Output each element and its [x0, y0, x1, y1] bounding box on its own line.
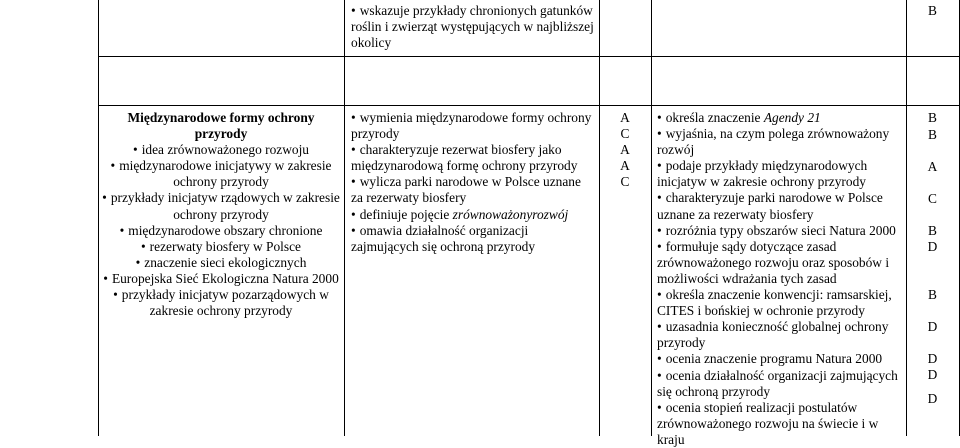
- grade-letter: D: [927, 367, 938, 382]
- list-item: • wylicza parki narodowe w Polsce uznane za rezerwaty biosfery: [351, 174, 596, 206]
- table-border-left: [98, 0, 99, 436]
- list-item: • międzynarodowe obszary chronione: [100, 223, 342, 239]
- column-divider-2: [599, 0, 600, 436]
- list-item: • ocenia stopień realizacji postulatów zrównoważonego rozwoju na świecie i w kraju: [657, 400, 904, 448]
- list-item: • charakteryzuje parki narodowe w Polsce uznane za rezerwaty biosfery: [657, 190, 904, 222]
- list-item: • przykłady inicjatyw pozarządowych w zakresie ochrony przyrody: [100, 287, 342, 319]
- list-item: • charakteryzuje rezerwat biosfery jako międzynarodową formę ochrony przyrody: [351, 142, 596, 174]
- list-item: • omawia działalność organizacji zajmujących się ochroną przyrody: [351, 223, 596, 255]
- grade-letter: A: [620, 110, 630, 125]
- topic-column: [100, 110, 342, 319]
- list-item: • rozróżnia typy obszarów sieci Natura 2000: [657, 223, 904, 239]
- grade-letter: B: [928, 287, 937, 302]
- row-divider-main: [98, 105, 959, 106]
- list-item: [351, 3, 596, 51]
- grade-letter: A: [927, 159, 938, 174]
- skill-text: wskazuje przykłady chronionych gatunków roślin i zwierząt występujących w najbliższej okolicy: [351, 3, 594, 51]
- grade-letter: A: [620, 142, 630, 158]
- list-item: • międzynarodowe inicjatywy w zakresie ochrony przyrody: [100, 158, 342, 190]
- list-item: • wyjaśnia, na czym polega zrównoważony rozwój: [657, 126, 904, 158]
- grade-letter: D: [927, 239, 938, 254]
- grade-letter: A: [620, 158, 630, 174]
- grade-letter: C: [620, 174, 630, 190]
- grade-letter: B: [928, 223, 937, 238]
- grade-letter: C: [620, 126, 630, 142]
- list-item: • Europejska Sieć Ekologiczna Natura 2000: [100, 271, 342, 287]
- grade-letter: C: [928, 191, 937, 206]
- list-item: • znaczenie sieci ekologicznych: [100, 255, 342, 271]
- basic-requirements-column: [351, 110, 596, 255]
- basic-grades-column: [599, 110, 651, 190]
- grade-letter: D: [927, 391, 938, 406]
- extended-requirements-column: [657, 110, 904, 448]
- list-item: • definiuje pojęcie zrównoważonyrozwój: [351, 207, 596, 223]
- column-divider-3: [651, 0, 652, 436]
- list-item: • podaje przykłady międzynarodowych inicjatyw w zakresie ochrony przyrody: [657, 158, 904, 190]
- list-item: • wymienia międzynarodowe formy ochrony przyrody: [351, 110, 596, 142]
- grade-letter: D: [927, 319, 938, 334]
- grade-letter: B: [928, 3, 937, 18]
- row-divider-top: [98, 56, 959, 57]
- list-item: • idea zrównoważonego rozwoju: [100, 142, 342, 158]
- section-title: Międzynarodowe formy ochrony przyrody: [127, 110, 315, 142]
- column-divider-1: [344, 0, 345, 436]
- list-item: • uzasadnia konieczność globalnej ochrony przyrody: [657, 319, 904, 351]
- top-row-grade: [906, 3, 959, 19]
- list-item: • ocenia działalność organizacji zajmujących się ochroną przyrody: [657, 368, 904, 400]
- topic-list: [100, 142, 342, 319]
- list-item: • rezerwaty biosfery w Polsce: [100, 239, 342, 255]
- list-item: • przykłady inicjatyw rządowych w zakresie ochrony przyrody: [100, 190, 342, 222]
- grade-letter: B: [928, 110, 937, 125]
- list-item: • określa znaczenie Agendy 21: [657, 110, 904, 126]
- top-row-skills: [351, 3, 596, 51]
- list-item: • formułuje sądy dotyczące zasad zrównoważonego rozwoju oraz sposobów i możliwości wdrażania tych zasad: [657, 239, 904, 287]
- list-item: • ocenia znaczenie programu Natura 2000: [657, 351, 904, 367]
- grade-letter: D: [927, 351, 938, 366]
- grade-letter: B: [928, 127, 937, 142]
- list-item: • określa znaczenie konwencji: ramsarskiej, CITES i bońskiej w ochronie przyrody: [657, 287, 904, 319]
